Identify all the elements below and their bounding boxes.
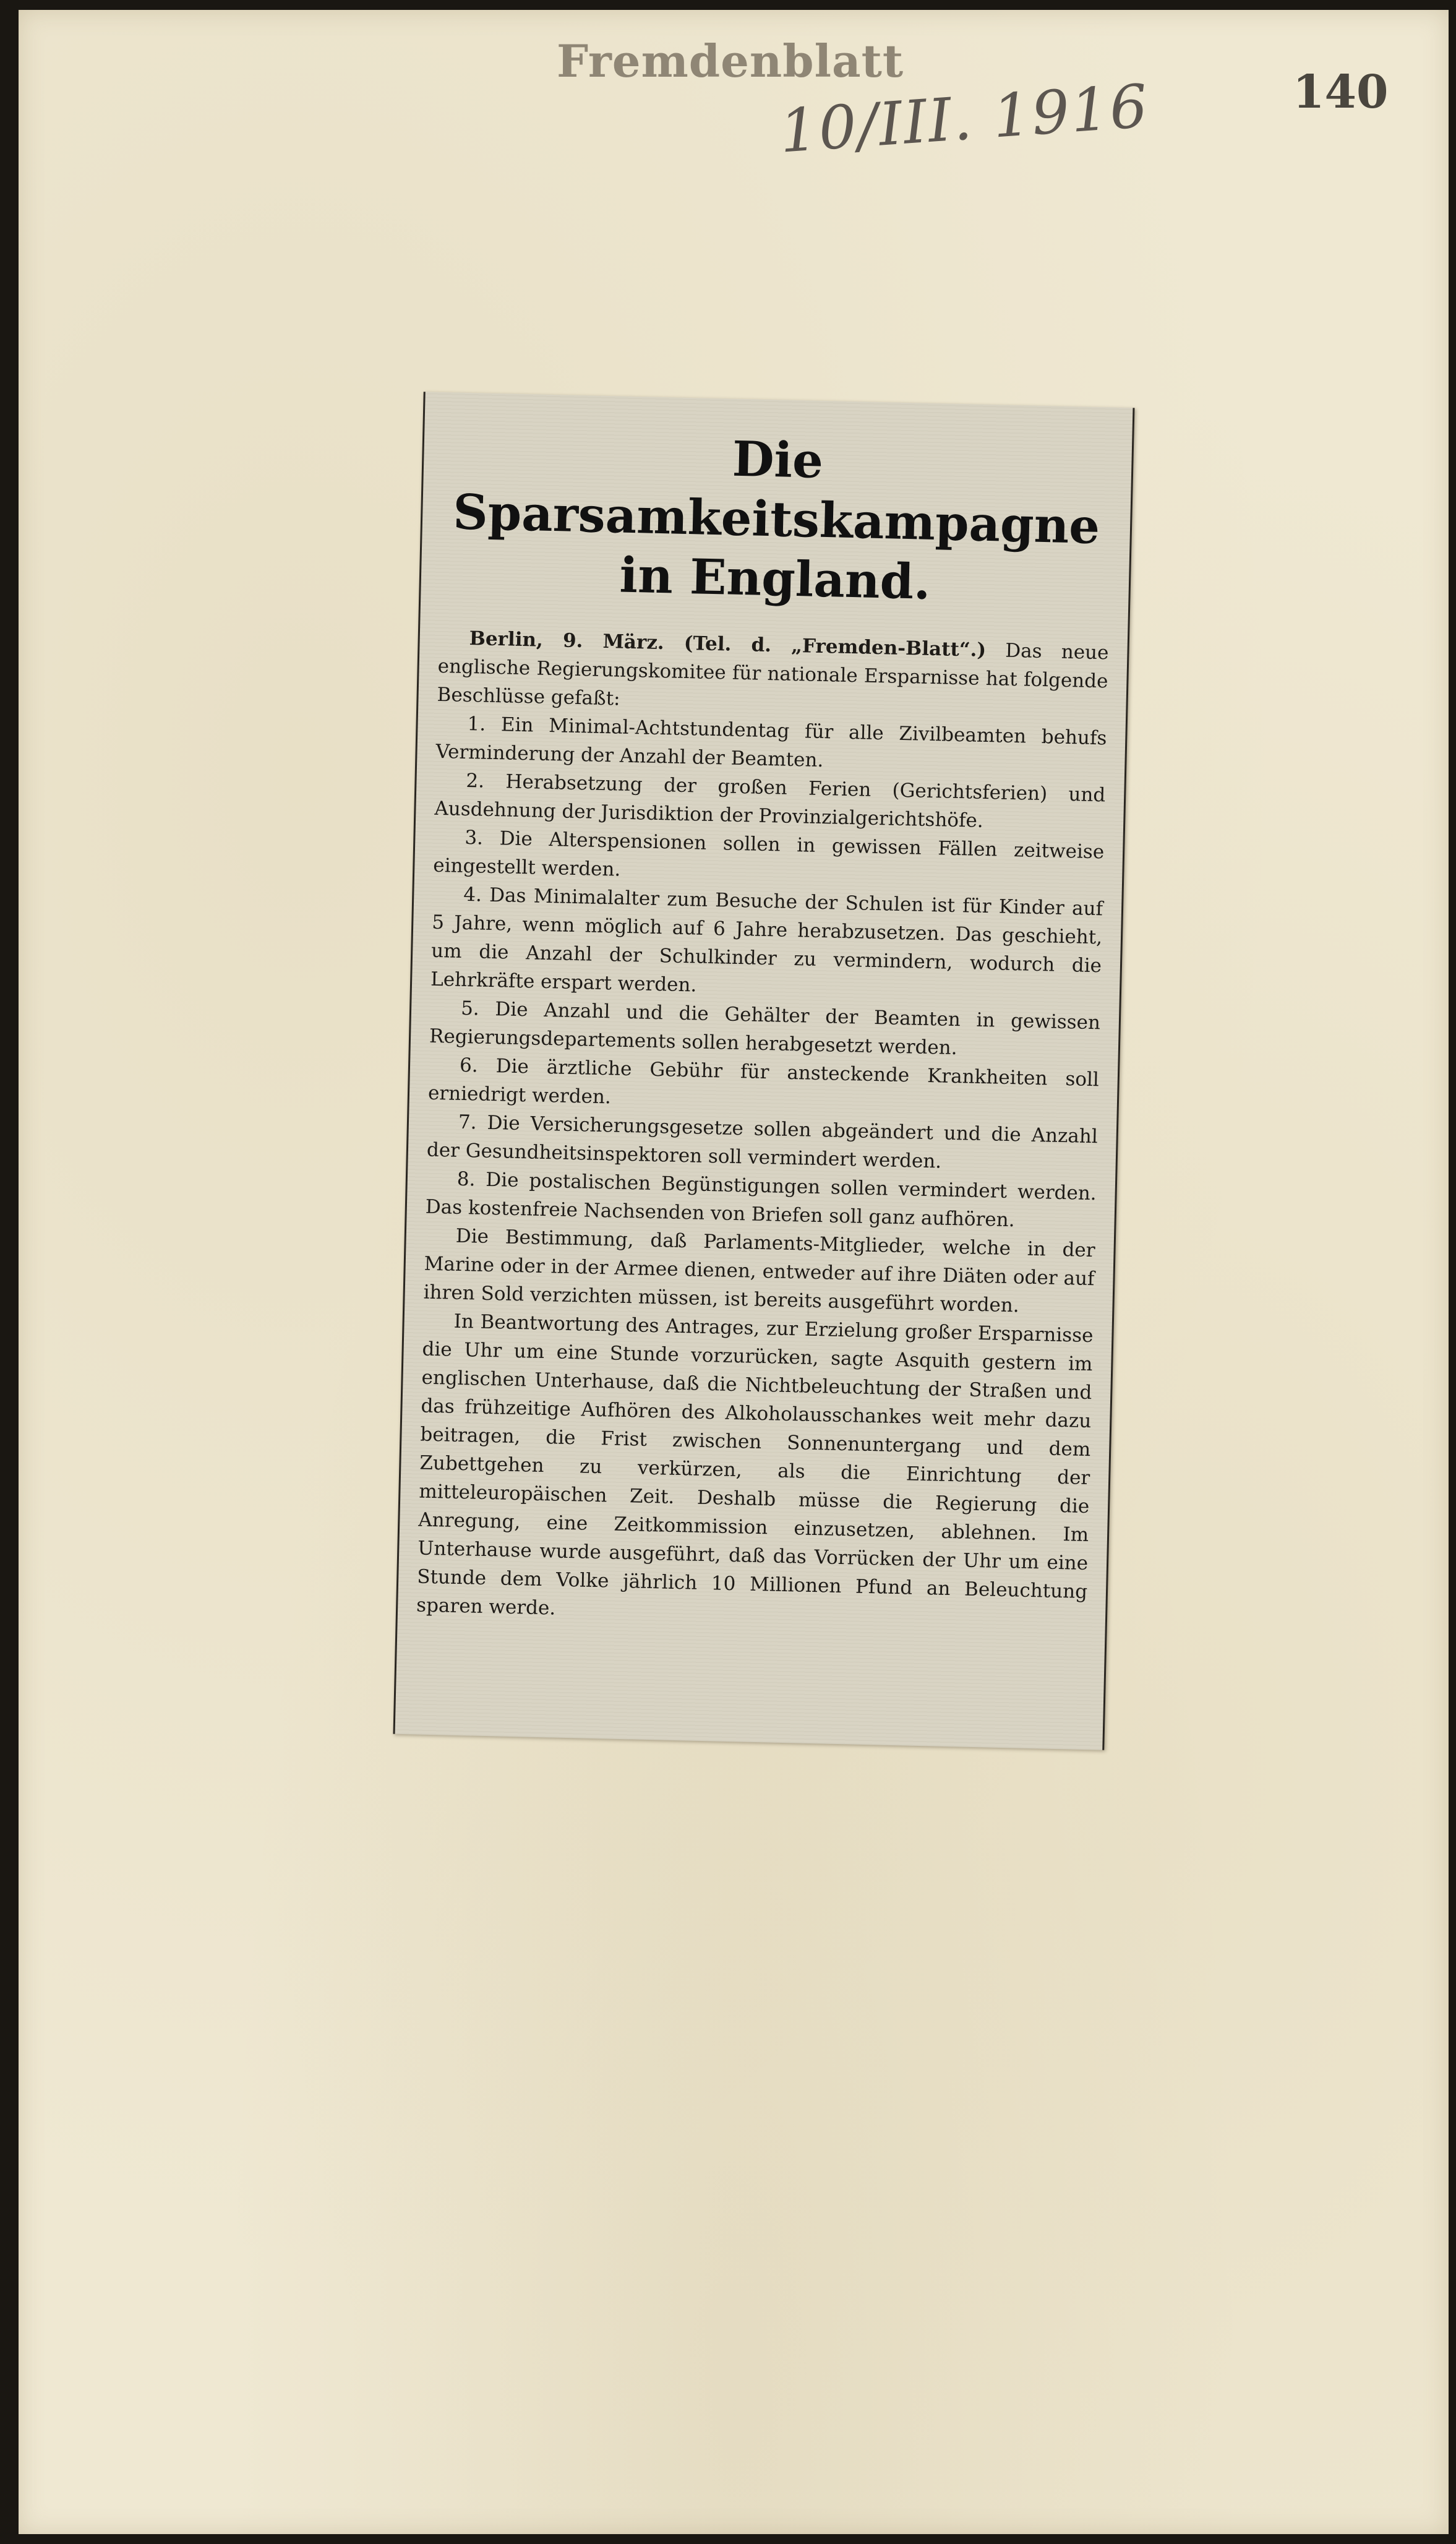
article-intro: Das neue englische Regierungskomitee für nationale Ersparnisse hat folgende Beschlüsse gefaßt:: [437, 639, 1109, 710]
page-number: 140: [1293, 66, 1389, 119]
article-point: 6. Die ärztliche Gebühr für ansteckende Krankheiten soll erniedrigt werden.: [427, 1054, 1100, 1109]
article-point: 5. Die Anzahl und die Gehälter der Beamten in gewissen Regierungsdepartements sollen herabgesetzt werden.: [429, 997, 1101, 1060]
article-paragraph-members: Die Bestimmung, daß Parlaments-Mitglieder, welche in der Marine oder in der Armee dienen, entweder auf ihre Diäten oder auf ihren Sold verzichten müssen, ist bereits ausgeführt worden.: [423, 1224, 1095, 1317]
article-point: 8. Die postalischen Begünstigungen sollen vermindert werden. Das kostenfreie Nachsenden von Briefen soll ganz aufhören.: [425, 1167, 1097, 1232]
newspaper-stamp: Fremdenblatt: [557, 35, 904, 87]
article-point: 1. Ein Minimal-Achtstundentag für alle Zivilbeamten behufs Verminderung der Anzahl der Beamten.: [435, 712, 1107, 772]
newspaper-clipping: [393, 392, 1135, 1750]
article-point: 3. Die Alterspensionen sollen in gewissen Fällen zeitweise eingestellt werden.: [432, 826, 1105, 881]
article-point: 4. Das Minimalalter zum Besuche der Schulen ist für Kinder auf 5 Jahre, wenn möglich auf 6 Jahre herabzusetzen. Das geschieht, um die Anzahl der Schulkinder zu vermindern, wodurch die Lehrkräfte erspart werden.: [430, 883, 1103, 997]
article-point: 7. Die Versicherungsgesetze sollen abgeändert und die Anzahl der Gesundheitsinspektoren soll vermindert werden.: [426, 1111, 1098, 1173]
archive-sheet: [19, 10, 1449, 2534]
article-dateline: Berlin, 9. März. (Tel. d. „Fremden-Blatt“.): [469, 627, 987, 661]
article-headline: Die Sparsamkeitskampagne in England.: [452, 431, 1101, 611]
handwritten-date: 10/III. 1916: [777, 71, 1151, 166]
article-paragraph-asquith: In Beantwortung des Antrages, zur Erzielung großer Ersparnisse die Uhr um eine Stunde vorzurücken, sagte Asquith gestern im englischen Unterhause, daß die Nichtbeleuchtung der Straßen und das frühzeitige Aufhören des Alkoholausschankes weit mehr dazu beitragen, die Frist zwischen Sonnenuntergang und dem Zubettgehen zu verkürzen, als die Einrichtung der mitteleuropäischen Zeit. Deshalb müsse die Regierung die Anregung, eine Zeitkommission einzusetzen, ablehnen. Im Unterhause wurde ausgeführt, daß das Vorrücken der Uhr um eine Stunde dem Volke jährlich 10 Millionen Pfund an Beleuchtung sparen werde.: [416, 1310, 1094, 1620]
article-point: 2. Herabsetzung der großen Ferien (Gerichtsferien) und Ausdehnung der Jurisdiktion der Provinzialgerichtshöfe.: [434, 769, 1106, 832]
article-body: [416, 624, 1109, 1635]
